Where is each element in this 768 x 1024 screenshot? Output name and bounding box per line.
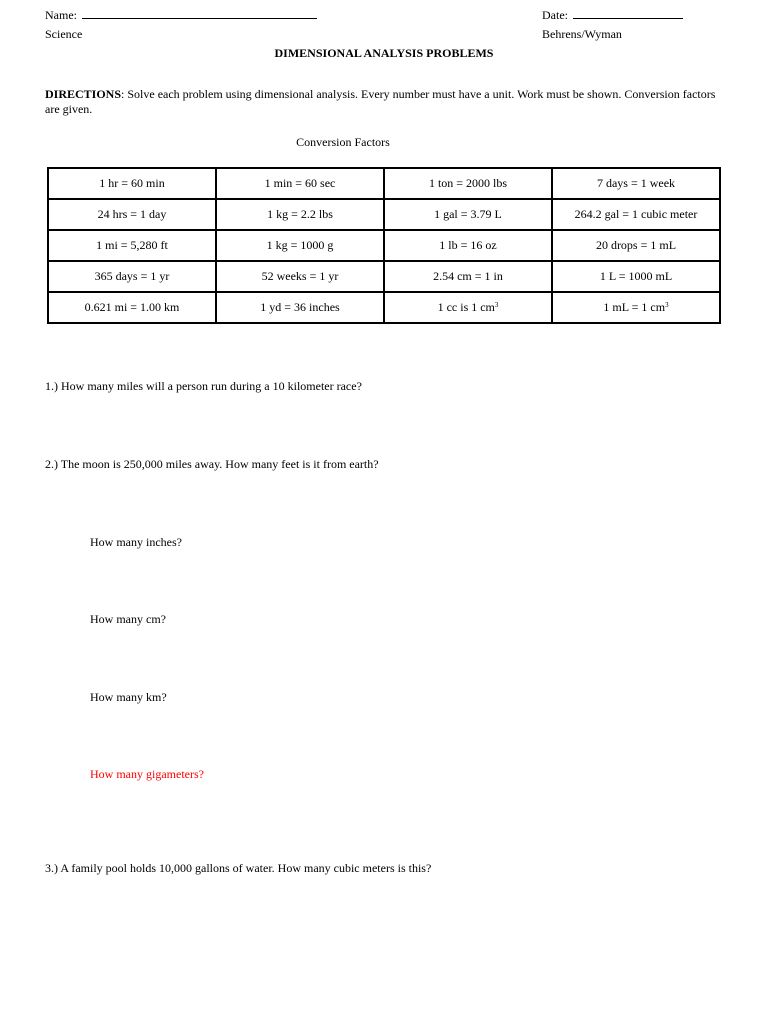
name-field	[45, 7, 317, 23]
conversion-text: 1 lb = 16 oz	[439, 238, 497, 252]
conversion-text: 1 mL = 1 cm	[603, 300, 666, 314]
conversion-cell	[552, 292, 720, 323]
conversion-cell	[216, 230, 384, 261]
directions-paragraph	[45, 87, 725, 117]
name-blank-line[interactable]	[82, 7, 317, 19]
conversion-row	[48, 230, 720, 261]
conversion-text: 1 kg = 1000 g	[266, 238, 334, 252]
teachers-label: Behrens/Wyman	[542, 27, 622, 41]
question-2-gigameters: How many gigameters?	[90, 767, 204, 781]
conversion-cell	[48, 168, 216, 199]
conversion-text: 7 days = 1 week	[596, 176, 676, 190]
conversion-row	[48, 199, 720, 230]
conversion-cell	[552, 261, 720, 292]
conversion-row	[48, 261, 720, 292]
conversion-text: 24 hrs = 1 day	[97, 207, 167, 221]
conversion-text: 1 kg = 2.2 lbs	[267, 207, 333, 221]
directions-text: : Solve each problem using dimensional analysis. Every number must have a unit. Work must be shown. Conversion factors are given.	[45, 87, 716, 116]
question-2-inches: How many inches?	[90, 535, 182, 549]
conversion-cell	[552, 199, 720, 230]
conversion-cell	[552, 168, 720, 199]
question-2: 2.) The moon is 250,000 miles away. How many feet is it from earth?	[45, 457, 379, 471]
subject-label: Science	[45, 27, 83, 41]
conversion-text: 0.621 mi = 1.00 km	[84, 300, 180, 314]
conversion-cell	[48, 199, 216, 230]
conversion-row	[48, 292, 720, 323]
directions-label: DIRECTIONS	[45, 87, 122, 101]
conversion-text: 264.2 gal = 1 cubic meter	[574, 207, 698, 221]
conversion-row	[48, 168, 720, 199]
question-1: 1.) How many miles will a person run during a 10 kilometer race?	[45, 379, 362, 393]
conversion-cell	[48, 292, 216, 323]
conversion-cell	[384, 168, 552, 199]
conversion-text: 1 mi = 5,280 ft	[96, 238, 168, 252]
conversion-cell	[384, 199, 552, 230]
date-label: Date:	[542, 8, 568, 22]
conversion-text: 1 gal = 3.79 L	[434, 207, 502, 221]
conversion-text: 1 L = 1000 mL	[599, 269, 673, 283]
conversion-text: 2.54 cm = 1 in	[433, 269, 503, 283]
conversion-superscript: 3	[665, 301, 669, 309]
conversion-cell	[48, 230, 216, 261]
question-3: 3.) A family pool holds 10,000 gallons of water. How many cubic meters is this?	[45, 861, 432, 875]
conversion-text: 1 yd = 36 inches	[260, 300, 340, 314]
conversion-text: 52 weeks = 1 yr	[261, 269, 339, 283]
question-2-cm: How many cm?	[90, 612, 166, 626]
conversion-text: 365 days = 1 yr	[94, 269, 170, 283]
conversion-superscript: 3	[494, 301, 499, 309]
conversion-cell	[384, 261, 552, 292]
conversion-cell	[384, 292, 552, 323]
conversion-text: 20 drops = 1 mL	[595, 238, 677, 252]
conversion-cell	[48, 261, 216, 292]
conversion-text: 1 cc is 1 cm	[437, 300, 495, 314]
conversion-cell	[216, 199, 384, 230]
date-blank-line[interactable]	[573, 7, 683, 19]
conversion-cell	[216, 261, 384, 292]
conversion-cell	[216, 292, 384, 323]
date-field	[542, 7, 683, 23]
conversion-table-title: Conversion Factors	[296, 135, 390, 149]
conversion-cell	[216, 168, 384, 199]
question-2-km: How many km?	[90, 690, 167, 704]
conversion-cell	[552, 230, 720, 261]
conversion-text: 1 min = 60 sec	[264, 176, 336, 190]
page-title: DIMENSIONAL ANALYSIS PROBLEMS	[274, 46, 494, 60]
conversion-text: 1 hr = 60 min	[99, 176, 165, 190]
conversion-text: 1 ton = 2000 lbs	[428, 176, 508, 190]
name-label: Name:	[45, 8, 77, 22]
conversion-cell	[384, 230, 552, 261]
conversion-factors-table	[47, 167, 721, 324]
